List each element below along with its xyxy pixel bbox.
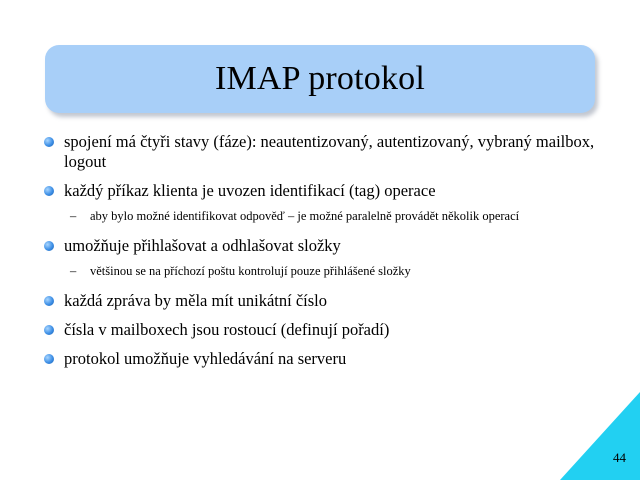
bullet-item — [44, 320, 604, 340]
sub-bullet-item — [62, 208, 604, 224]
slide-title: IMAP protokol — [214, 60, 426, 97]
bullet-item — [44, 291, 604, 311]
bullet-item — [44, 181, 604, 201]
sub-bullet-text: většinou se na příchozí poštu kontrolují pouze přihlášené složky — [90, 264, 411, 278]
bullet-item — [44, 236, 604, 256]
bullet-icon — [44, 137, 54, 147]
bullet-text: spojení má čtyři stavy (fáze): neautentizovaný, autentizovaný, vybraný mailbox, logout — [64, 132, 595, 171]
bullet-text: každý příkaz klienta je uvozen identifikací (tag) operace — [64, 181, 436, 200]
bullet-icon — [44, 241, 54, 251]
bullet-text: protokol umožňuje vyhledávání na serveru — [64, 349, 347, 368]
bullet-icon — [44, 325, 54, 335]
bullet-text: čísla v mailboxech jsou rostoucí (definují pořadí) — [64, 320, 390, 339]
bullet-text: každá zpráva by měla mít unikátní číslo — [64, 291, 327, 310]
page-number: 44 — [613, 450, 626, 465]
bullet-icon — [44, 186, 54, 196]
dash-icon: – — [70, 264, 77, 278]
bullet-item — [44, 132, 604, 172]
bullet-item — [44, 349, 604, 369]
bullet-icon — [44, 354, 54, 364]
corner-decoration — [560, 392, 640, 480]
bullet-text: umožňuje přihlašovat a odhlašovat složky — [64, 236, 341, 255]
sub-bullet-text: aby bylo možné identifikovat odpověď – je možné paralelně provádět několik operací — [90, 209, 520, 223]
bullet-list — [44, 132, 604, 378]
bullet-icon — [44, 296, 54, 306]
dash-icon: – — [70, 209, 77, 223]
sub-bullet-item — [62, 263, 604, 279]
title-box — [45, 45, 595, 113]
